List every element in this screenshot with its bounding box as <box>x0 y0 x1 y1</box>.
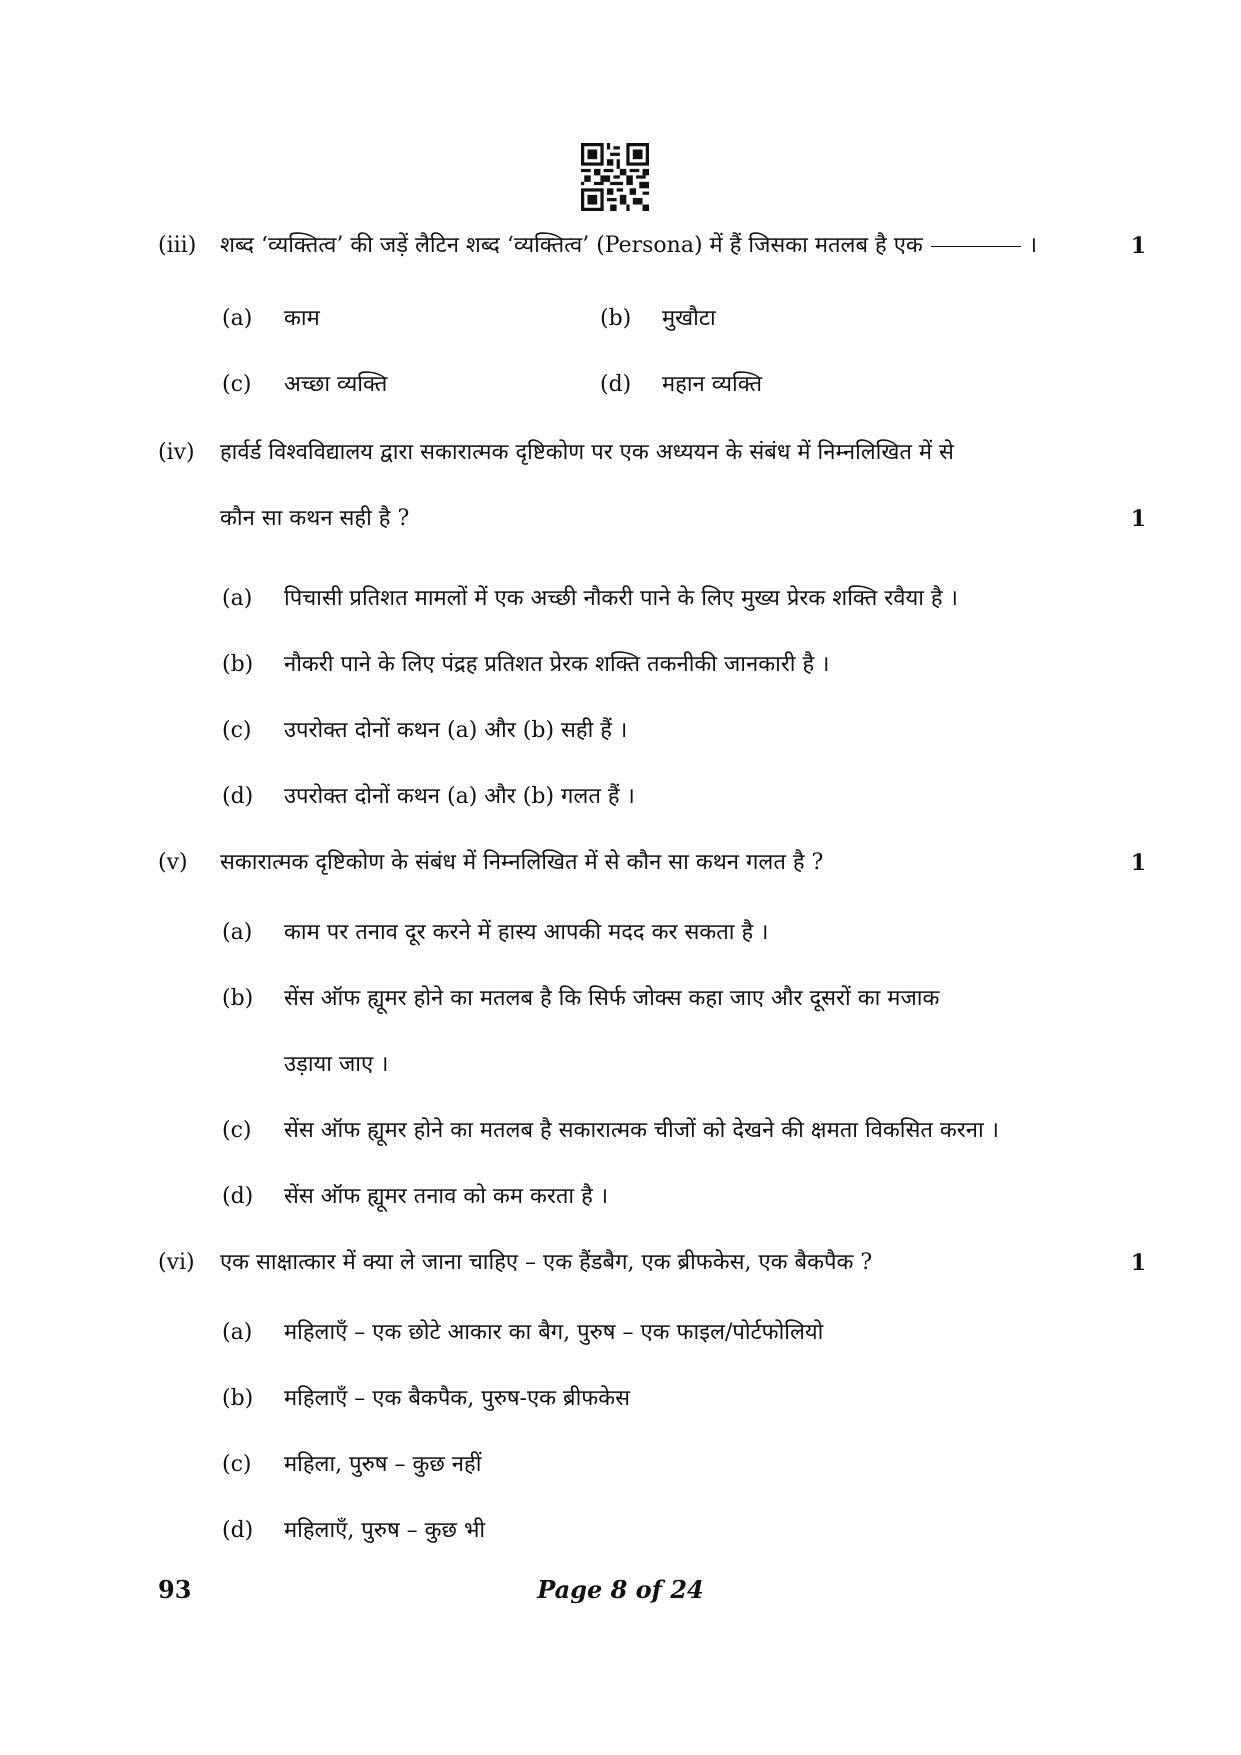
paper-code: 93 <box>158 1575 192 1604</box>
option-a: (a) महिलाएँ – एक छोटे आकार का बैग, पुरुष – एक फाइल/पोर्टफोलियो <box>222 1320 824 1345</box>
question-vi <box>158 1230 1146 1296</box>
marks: 1 <box>1130 850 1146 876</box>
page-number: Page 8 of 24 <box>537 1575 704 1604</box>
option-d: (d) महिलाएँ, पुरुष – कुछ भी <box>222 1518 486 1543</box>
question-iii <box>158 213 1146 279</box>
option-b: (b) महिलाएँ – एक बैकपैक, पुरुष-एक ब्रीफकेस <box>222 1386 631 1411</box>
marks: 1 <box>1130 233 1146 259</box>
question-number: (iii) <box>158 233 197 258</box>
option-c: (c) अच्छा व्यक्ति <box>222 372 388 397</box>
option-b: (b) सेंस ऑफ ह्यूमर होने का मतलब है कि सिर्फ जोक्स कहा जाए और दूसरों का मजाक उड़ाया जाए । <box>222 986 940 1077</box>
option-d: (d) सेंस ऑफ ह्यूमर तनाव को कम करता है । <box>222 1184 609 1209</box>
option-b: (b) नौकरी पाने के लिए पंद्रह प्रतिशत प्रेरक शक्ति तकनीकी जानकारी है । <box>222 652 830 677</box>
option-d: (d) महान व्यक्ति <box>600 372 763 397</box>
question-text: शब्द ‘व्यक्तित्व’ की जड़ें लैटिन शब्द ‘व्यक्तित्व’ (Persona) में हैं जिसका मतलब है एक । <box>220 233 1038 258</box>
option-a: (a) काम <box>222 306 320 331</box>
question-text: हार्वर्ड विश्वविद्यालय द्वारा सकारात्मक दृष्टिकोण पर एक अध्ययन के संबंध में निम्नलिखित में से कौन सा कथन सही है ? <box>220 440 954 531</box>
question-iv <box>158 420 1146 552</box>
question-number: (iv) <box>158 440 195 465</box>
question-number: (v) <box>158 850 188 875</box>
fill-in-blank <box>931 245 1021 247</box>
qr-code-icon <box>581 143 649 211</box>
question-text: एक साक्षात्कार में क्या ले जाना चाहिए – एक हैंडबैग, एक ब्रीफकेस, एक बैकपैक ? <box>220 1250 873 1275</box>
option-b: (b) मुखौटा <box>600 306 716 331</box>
question-v <box>158 830 1146 896</box>
option-d: (d) उपरोक्त दोनों कथन (a) और (b) गलत हैं । <box>222 784 635 809</box>
question-text: सकारात्मक दृष्टिकोण के संबंध में निम्नलिखित में से कौन सा कथन गलत है ? <box>220 850 824 875</box>
option-c: (c) सेंस ऑफ ह्यूमर होने का मतलब है सकारात्मक चीजों को देखने की क्षमता विकसित करना । <box>222 1118 1000 1143</box>
option-c: (c) महिला, पुरुष – कुछ नहीं <box>222 1452 482 1477</box>
marks: 1 <box>1130 506 1146 532</box>
option-a: (a) पिचासी प्रतिशत मामलों में एक अच्छी नौकरी पाने के लिए मुख्य प्रेरक शक्ति रवैया है । <box>222 586 958 611</box>
option-c: (c) उपरोक्त दोनों कथन (a) और (b) सही हैं । <box>222 718 628 743</box>
option-a: (a) काम पर तनाव दूर करने में हास्य आपकी मदद कर सकता है । <box>222 920 769 945</box>
marks: 1 <box>1130 1250 1146 1276</box>
question-number: (vi) <box>158 1250 195 1275</box>
